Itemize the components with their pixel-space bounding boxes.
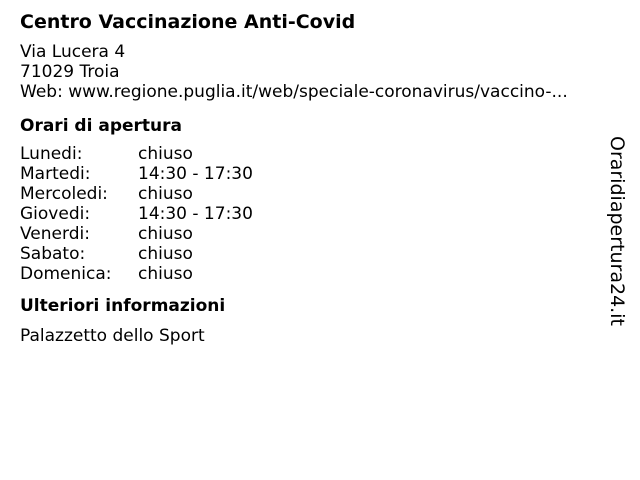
street-address: Via Lucera 4 (20, 42, 126, 62)
hours-row-sabato (20, 244, 600, 264)
hours-day: Martedi: (20, 164, 91, 184)
hours-day: Lunedi: (20, 144, 83, 164)
extra-info-text: Palazzetto dello Sport (20, 326, 205, 346)
hours-row-giovedi (20, 204, 600, 224)
website-link[interactable]: Web: www.regione.puglia.it/web/speciale-coronavirus/vaccino-... (20, 82, 568, 102)
hours-day: Giovedi: (20, 204, 91, 224)
hours-value: chiuso (138, 244, 193, 264)
hours-value: chiuso (138, 144, 193, 164)
hours-day: Mercoledi: (20, 184, 108, 204)
brand-watermark: Oraridiapertura24.it (606, 136, 628, 326)
business-card (20, 10, 600, 346)
hours-heading: Orari di apertura (20, 116, 182, 136)
hours-day: Sabato: (20, 244, 86, 264)
hours-day: Domenica: (20, 264, 112, 284)
hours-value: 14:30 - 17:30 (138, 204, 253, 224)
page-title: Centro Vaccinazione Anti-Covid (20, 11, 356, 33)
website-line[interactable] (20, 82, 600, 102)
city-address: 71029 Troia (20, 62, 120, 82)
hours-day: Venerdi: (20, 224, 90, 244)
hours-row-martedi (20, 164, 600, 184)
hours-row-venerdi (20, 224, 600, 244)
hours-value: 14:30 - 17:30 (138, 164, 253, 184)
hours-value: chiuso (138, 224, 193, 244)
hours-row-mercoledi (20, 184, 600, 204)
hours-row-lunedi (20, 144, 600, 164)
hours-row-domenica (20, 264, 600, 284)
hours-value: chiuso (138, 264, 193, 284)
hours-table (20, 144, 600, 284)
extra-info-heading: Ulteriori informazioni (20, 296, 226, 316)
hours-value: chiuso (138, 184, 193, 204)
address-block (20, 42, 600, 102)
